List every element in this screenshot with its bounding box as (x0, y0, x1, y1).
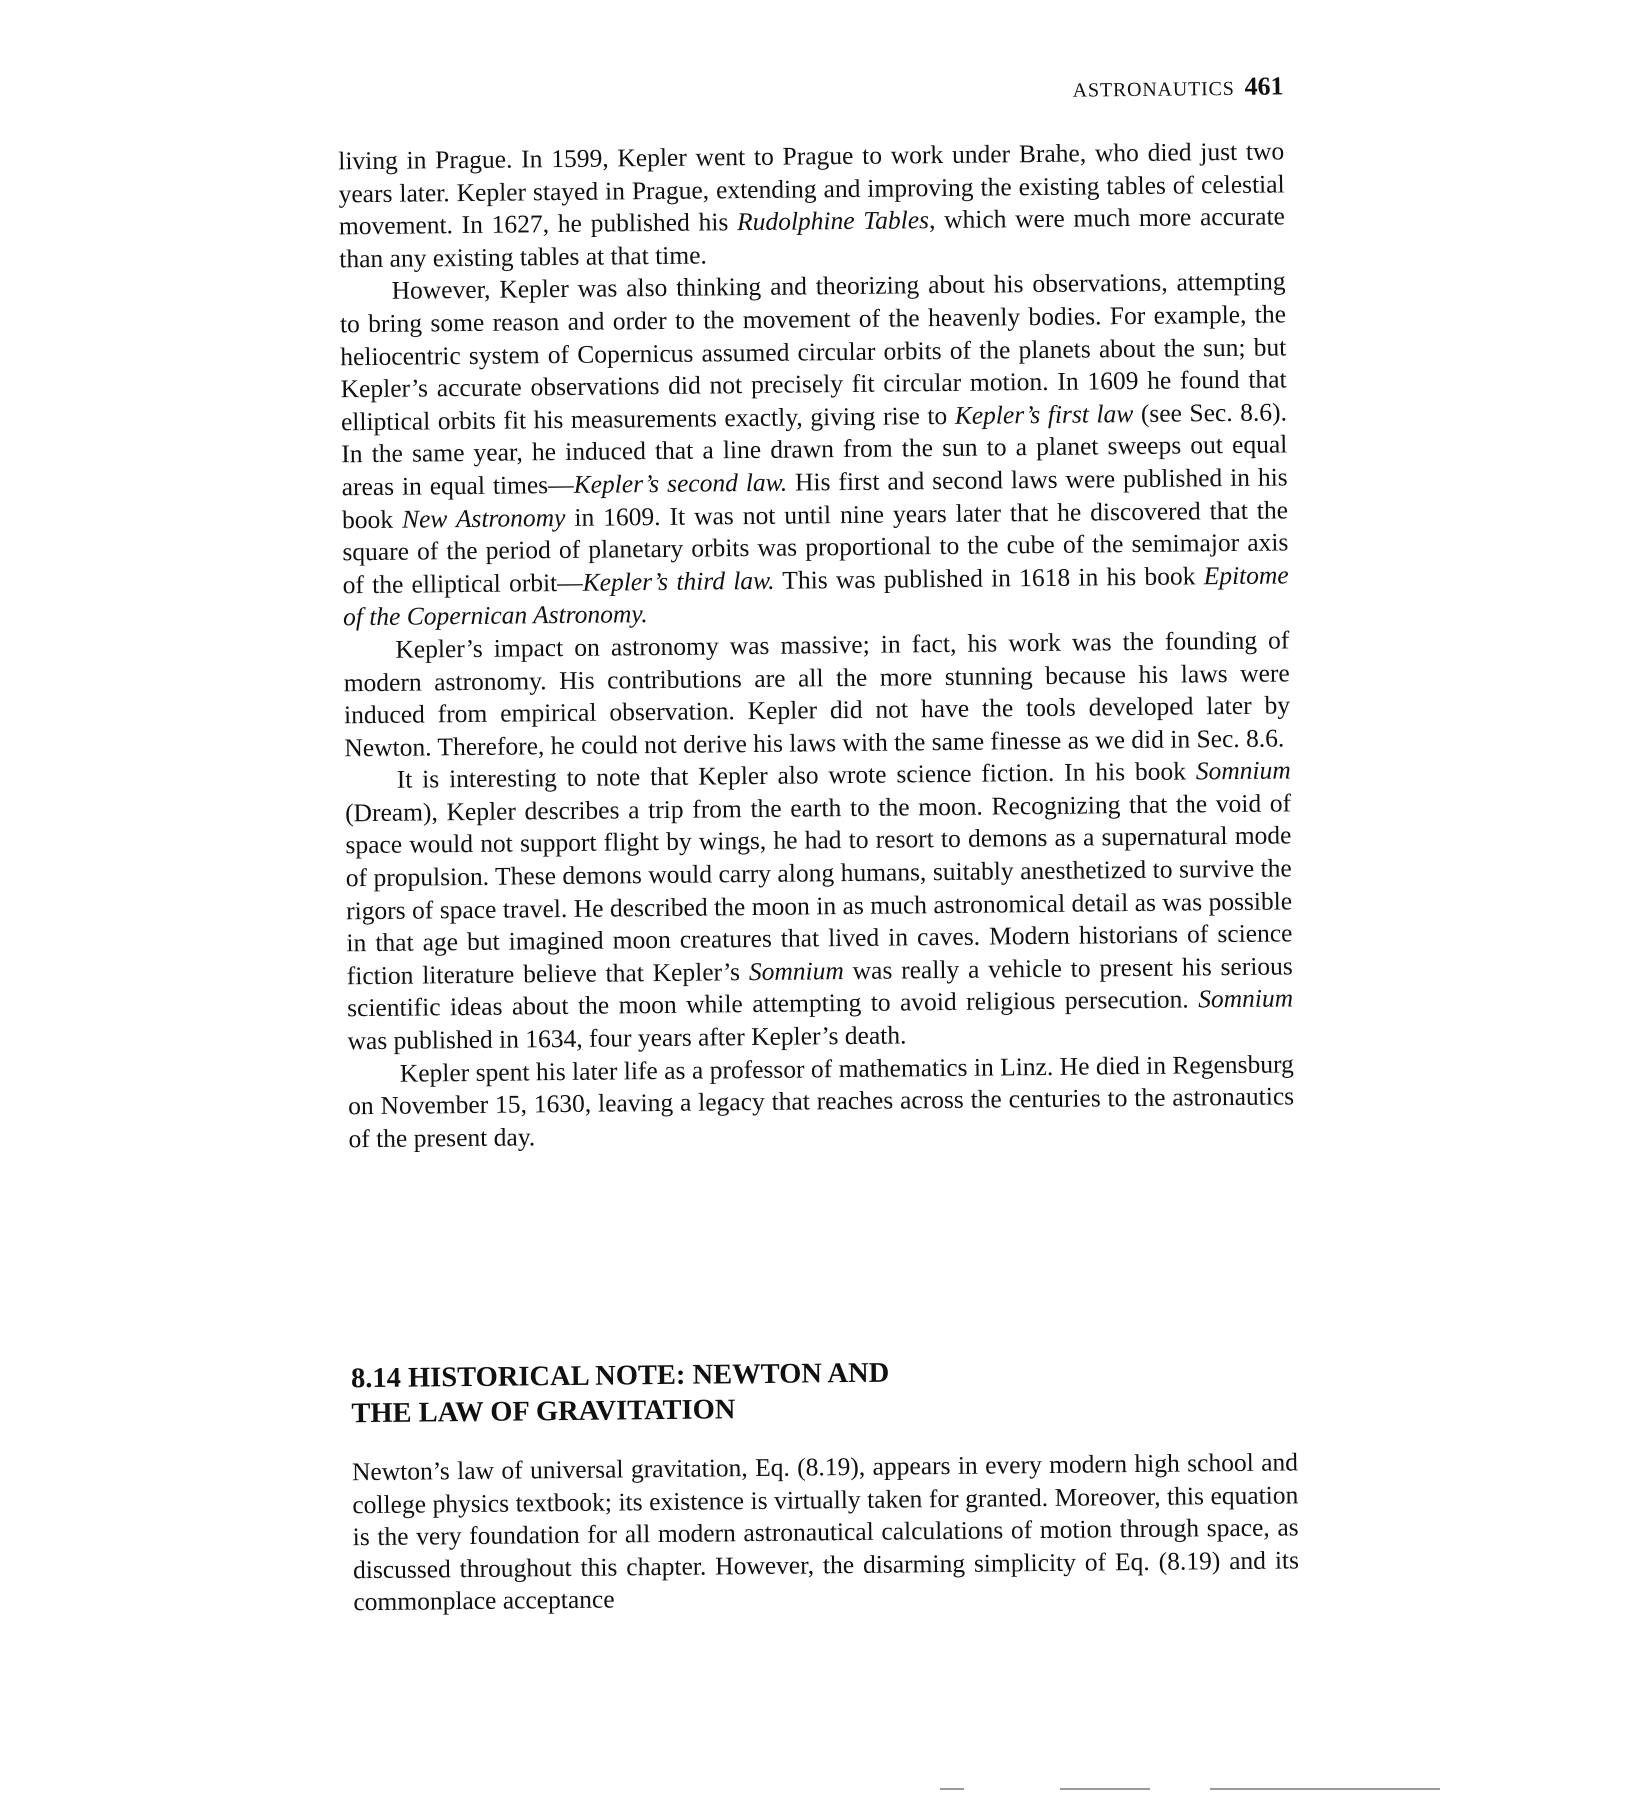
scan-artifact-left (940, 1788, 964, 1790)
italic-text: Rudolphine Tables (736, 205, 930, 237)
section-heading-line-1: 8.14 HISTORICAL NOTE: NEWTON AND (350, 1357, 890, 1395)
text-run: (Dream), Kepler describes a trip from the earth to the moon. Recognizing that the void of space would not support flight by wings, he had to resort to demons as a supernatural mode of propulsion. These demons would carry along humans, suitably anesthetized to survive the rigors of space travel. He described the moon in as much astronomical detail as was possible in that age but imagined moon creatures that lived in caves. Modern historians of science fiction literature believe that Kepler’s (344, 788, 1293, 991)
paragraph (352, 1446, 1300, 1619)
italic-text: Somnium (1195, 755, 1291, 786)
scan-artifact-right (1210, 1788, 1440, 1790)
text-run: was really a vehicle to present his serious scientific ideas about the moon while attempting to avoid religious persecution. (347, 951, 1293, 1023)
text-run: living in Prague. In 1599, Kepler went to Prague to work under Brahe, who died just two years later. Kepler stayed in Prague, extending and improving the existing tables of celestial movement. In 1627, he published his (338, 136, 1285, 241)
italic-text: Kepler’s third law. (582, 565, 775, 597)
paragraph (338, 135, 1285, 275)
text-run: It is interesting to note that Kepler also wrote science fiction. In his book (396, 756, 1196, 795)
scan-artifact-mid (1060, 1788, 1150, 1790)
running-head-title: ASTRONAUTICS (1072, 77, 1235, 102)
text-run: Newton’s law of universal gravitation, Eq. (8.19), appears in every modern high school and college physics textbook; its existence is virtually taken for granted. Moreover, this equation is the very foundation for all modern astronautical calculations of motion through space, as discussed throughout this chapter. However, the disarming simplicity of Eq. (8.19) and its commonplace acceptance (351, 1447, 1300, 1617)
italic-text: Kepler’s second law. (573, 467, 788, 499)
text-run: was published in 1634, four years after Kepler’s death. (347, 1020, 907, 1056)
paragraph (348, 1048, 1295, 1156)
text-run: , which were much more accurate than any existing tables at that time. (339, 201, 1286, 274)
text-run: This was published in 1618 in his book (774, 561, 1204, 595)
text-run: Kepler’s impact on astronomy was massive; in fact, his work was the founding of modern astronomy. His contributions are all the more stunning because his laws were induced from empirical observation. Kepler did not have the tools developed later by Newton. Therefore, he could not derive his laws with the same finesse as we did in Sec. 8.6. (343, 625, 1291, 762)
running-head (922, 71, 1283, 105)
text-run: His first and second laws were published in his book (341, 462, 1288, 534)
paragraph (339, 266, 1289, 634)
italic-text: Somnium (748, 955, 844, 986)
page-number: 461 (1244, 71, 1284, 101)
section-heading (351, 1354, 1052, 1431)
text-run: Kepler spent his later life as a professor of mathematics in Linz. He died in Regensburg on November 15, 1630, leaving a legacy that reaches across the centuries to the astronautics of the present day. (348, 1048, 1295, 1154)
paragraph (343, 624, 1290, 764)
italic-text: New Astronomy (401, 502, 566, 534)
body-text-bottom (352, 1446, 1300, 1619)
paragraph (345, 755, 1294, 1058)
text-run: (see Sec. 8.6). In the same year, he induced that a line drawn from the sun to a planet sweeps out equal areas in equal times— (341, 397, 1288, 502)
body-text-top (338, 135, 1295, 1155)
italic-text: Epitome of the Copernican Astronomy. (342, 560, 1289, 632)
text-run: in 1609. It was not until nine years later that he discovered that the square of the period of planetary orbits was proportional to the cube of the semimajor axis of the elliptical orbit— (342, 494, 1289, 600)
italic-text: Kepler’s first law (954, 398, 1134, 430)
section-heading-line-2: THE LAW OF GRAVITATION (351, 1394, 736, 1430)
text-run: However, Kepler was also thinking and theorizing about his observations, attempting to bring some reason and order to the movement of the heavenly bodies. For example, the heliocentric system of Copernicus assumed circular orbits of the planets about the sun; but Kepler’s accurate observations did not precisely fit circular motion. In 1609 he found that elliptical orbits fit his measurements exactly, giving rise to (339, 266, 1287, 437)
italic-text: Somnium (1198, 983, 1294, 1014)
